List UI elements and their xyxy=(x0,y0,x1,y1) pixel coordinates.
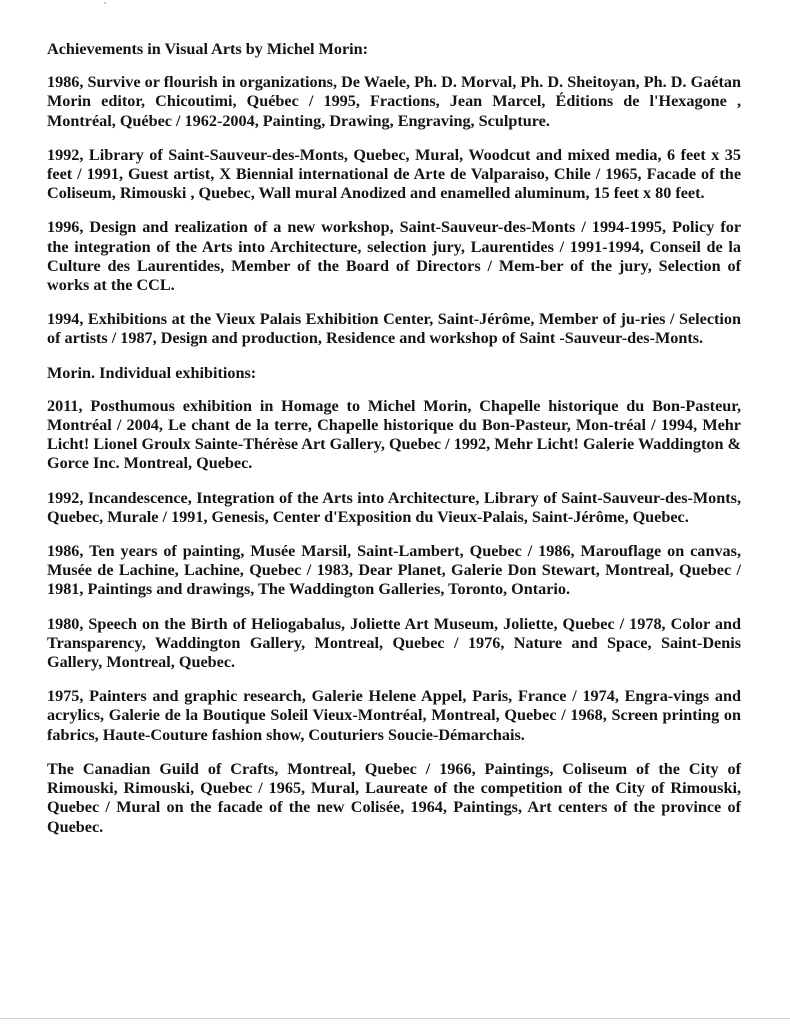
exhibition-paragraph-1992: 1992, Incandescence, Integration of the Arts into Architecture, Library of Saint-Sauveur-des-Monts, Quebec, Murale / 1991, Genesis, Center d'Exposition du Vieux-Palais, Saint-Jérôme, Quebec. xyxy=(47,488,741,526)
achievement-paragraph-1994: 1994, Exhibitions at the Vieux Palais Exhibition Center, Saint-Jérôme, Member of ju-ries / Selection of artists / 1987, Design and production, Residence and workshop of Saint -Sauveur-des-Monts. xyxy=(47,310,741,348)
document-body xyxy=(47,40,741,852)
exhibitions-heading: Morin. Individual exhibitions: xyxy=(47,363,257,382)
exhibition-paragraph-1986: 1986, Ten years of painting, Musée Marsil, Saint-Lambert, Quebec / 1986, Marouflage on canvas, Musée de Lachine, Lachine, Quebec / 1983, Dear Planet, Galerie Don Stewart, Montreal, Quebec / 1981, Paintings and drawings, The Waddington Galleries, Toronto, Ontario. xyxy=(47,542,741,599)
achievement-paragraph-1992: 1992, Library of Saint-Sauveur-des-Monts, Quebec, Mural, Woodcut and mixed media, 6 feet x 35 feet / 1991, Guest artist, X Biennial international de Arte de Valparaiso, Chile / 1965, Facade of the Coliseum, Rimouski , Quebec, Wall mural Anodized and enamelled aluminum, 15 feet x 80 feet. xyxy=(47,145,741,203)
exhibition-paragraph-1980: 1980, Speech on the Birth of Heliogabalus, Joliette Art Museum, Joliette, Quebec / 1978, Color and Transparency, Waddington Gallery, Montreal, Quebec / 1976, Nature and Space, Saint-Denis Gallery, Montreal, Quebec. xyxy=(47,614,741,672)
exhibition-paragraph-guild: The Canadian Guild of Crafts, Montreal, Quebec / 1966, Paintings, Coliseum of the City of Rimouski, Rimouski, Quebec / 1965, Mural, Laureate of the competition of the City of Rimouski, Quebec / Mural on the facade of the new Colisée, 1964, Paintings, Art centers of the province of Quebec. xyxy=(47,759,741,836)
bottom-divider xyxy=(0,1018,790,1019)
achievements-heading: Achievements in Visual Arts by Michel Morin: xyxy=(47,40,369,58)
achievement-paragraph-1996: 1996, Design and realization of a new workshop, Saint-Sauveur-des-Monts / 1994-1995, Policy for the integration of the Arts into Architecture, selection jury, Laurentides / 1991-1994, Conseil de la Culture des Laurentides, Member of the Board of Directors / Mem-ber of the jury, Selection of works at the CCL. xyxy=(47,218,741,295)
exhibition-paragraph-2011: 2011, Posthumous exhibition in Homage to Michel Morin, Chapelle historique du Bon-Pasteur, Montréal / 2004, Le chant de la terre, Chapelle historique du Bon-Pasteur, Mon-tréal / 1994, Mehr Licht! Lionel Groulx Sainte-Thérèse Art Gallery, Quebec / 1992, Mehr Licht! Galerie Waddington & Gorce Inc. Montreal, Quebec. xyxy=(47,396,741,473)
achievement-paragraph-1986: 1986, Survive or flourish in organizations, De Waele, Ph. D. Morval, Ph. D. Sheitoyan, Ph. D. Gaétan Morin editor, Chicoutimi, Québec / 1995, Fractions, Jean Marcel, Éditions de l'Hexagone , Montréal, Québec / 1962-2004, Painting, Drawing, Engraving, Sculpture. xyxy=(47,73,741,130)
scan-speck xyxy=(104,2,106,4)
exhibition-paragraph-1975: 1975, Painters and graphic research, Galerie Helene Appel, Paris, France / 1974, Engra-vings and acrylics, Galerie de la Boutique Soleil Vieux-Montréal, Montreal, Quebec / 1968, Screen printing on fabrics, Haute-Couture fashion show, Couturiers Soucie-Démarchais. xyxy=(47,687,741,744)
